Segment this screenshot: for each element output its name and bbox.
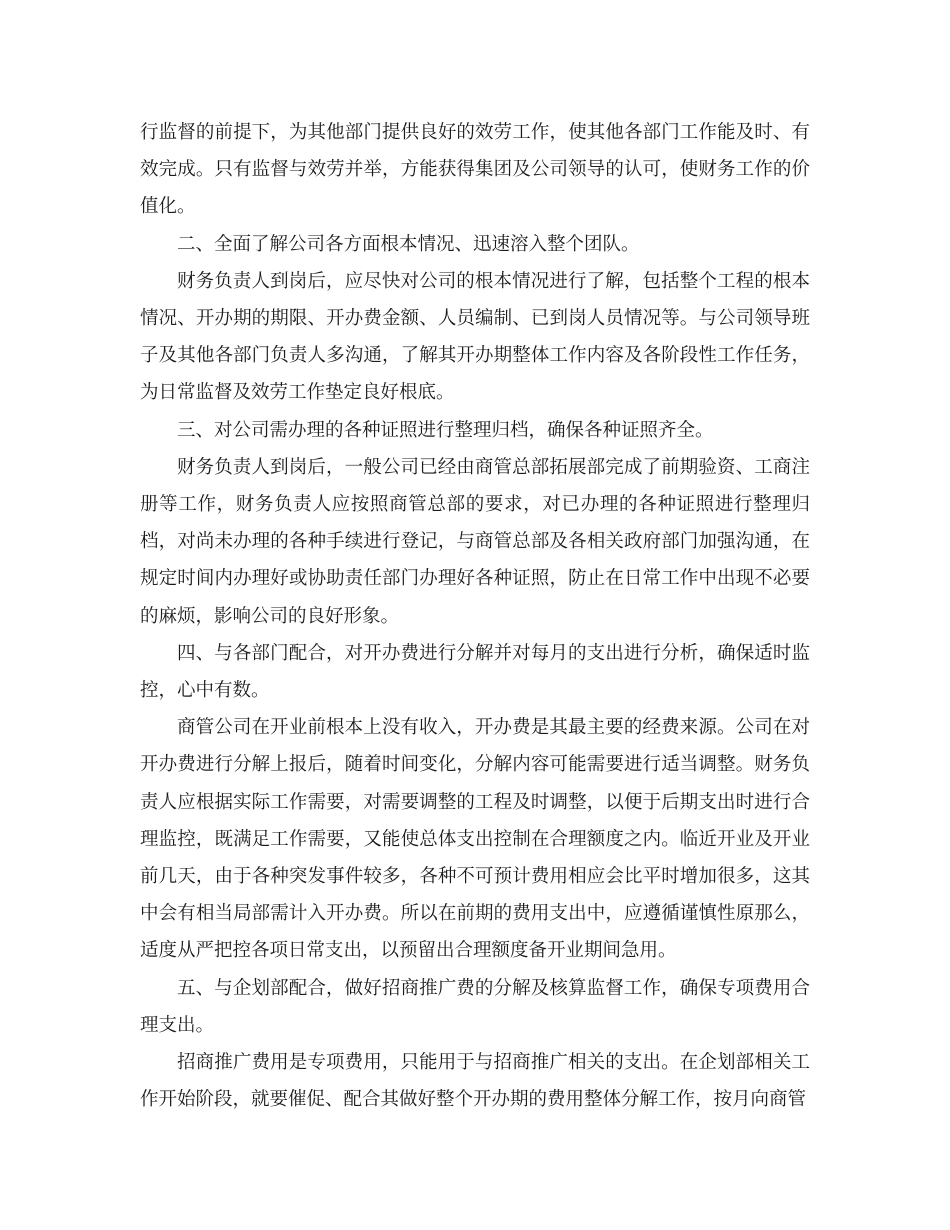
section-heading-2: 二、全面了解公司各方面根本情况、迅速溶入整个团队。	[177, 233, 640, 255]
section-heading-3: 三、对公司需办理的各种证照进行整理归档，确保各种证照齐全。	[177, 419, 714, 441]
paragraph-2: 财务负责人到岗后，应尽快对公司的根本情况进行了解，包括整个工程的根本情况、开办期的期限、开办费金额、人员编制、已到岗人员情况等。与公司领导班子及其他各部门负责人多沟通，了解其开办期整体工作内容及各阶段性工作任务，为日常监督及效劳工作垫定良好根底。	[140, 270, 810, 404]
paragraph-3: 财务负责人到岗后，一般公司已经由商管总部拓展部完成了前期验资、工商注册等工作，财务负责人应按照商管总部的要求，对已办理的各种证照进行整理归档，对尚未办理的各种手续进行登记，与商管总部及各相关政府部门加强沟通，在规定时间内办理好或协助责任部门办理好各种证照，防止在日常工作中出现不必要的麻烦，影响公司的良好形象。	[140, 456, 810, 627]
section-heading-5: 五、与企划部配合，做好招商推广费的分解及核算监督工作，确保专项费用合理支出。	[140, 977, 810, 1036]
section-heading-4: 四、与各部门配合，对开办费进行分解并对每月的支出进行分析，确保适时监控，心中有数。	[140, 642, 810, 702]
paragraph-5: 招商推广费用是专项费用，只能用于与招商推广相关的支出。在企划部相关工作开始阶段，就要催促、配合其做好整个开办期的费用整体分解工作，按月向商管	[140, 1052, 810, 1111]
paragraph-4: 商管公司在开业前根本上没有收入，开办费是其最主要的经费来源。公司在对开办费进行分解上报后，随着时间变化，分解内容可能需要进行适当调整。财务负责人应根据实际工作需要，对需要调整的工程及时调整，以便于后期支出时进行合理监控，既满足工作需要，又能使总体支出控制在合理额度之内。临近开业及开业前几天，由于各种突发事件较多，各种不可预计费用相应会比平时增加很多，这其中会有相当局部需计入开办费。所以在前期的费用支出中，应遵循谨慎性原那么，适度从严把控各项日常支出，以预留出合理额度备开业期间急用。	[140, 717, 810, 962]
paragraph-1: 行监督的前提下，为其他部门提供良好的效劳工作，使其他各部门工作能及时、有效完成。只有监督与效劳并举，方能获得集团及公司领导的认可，使财务工作的价值化。	[140, 122, 810, 218]
